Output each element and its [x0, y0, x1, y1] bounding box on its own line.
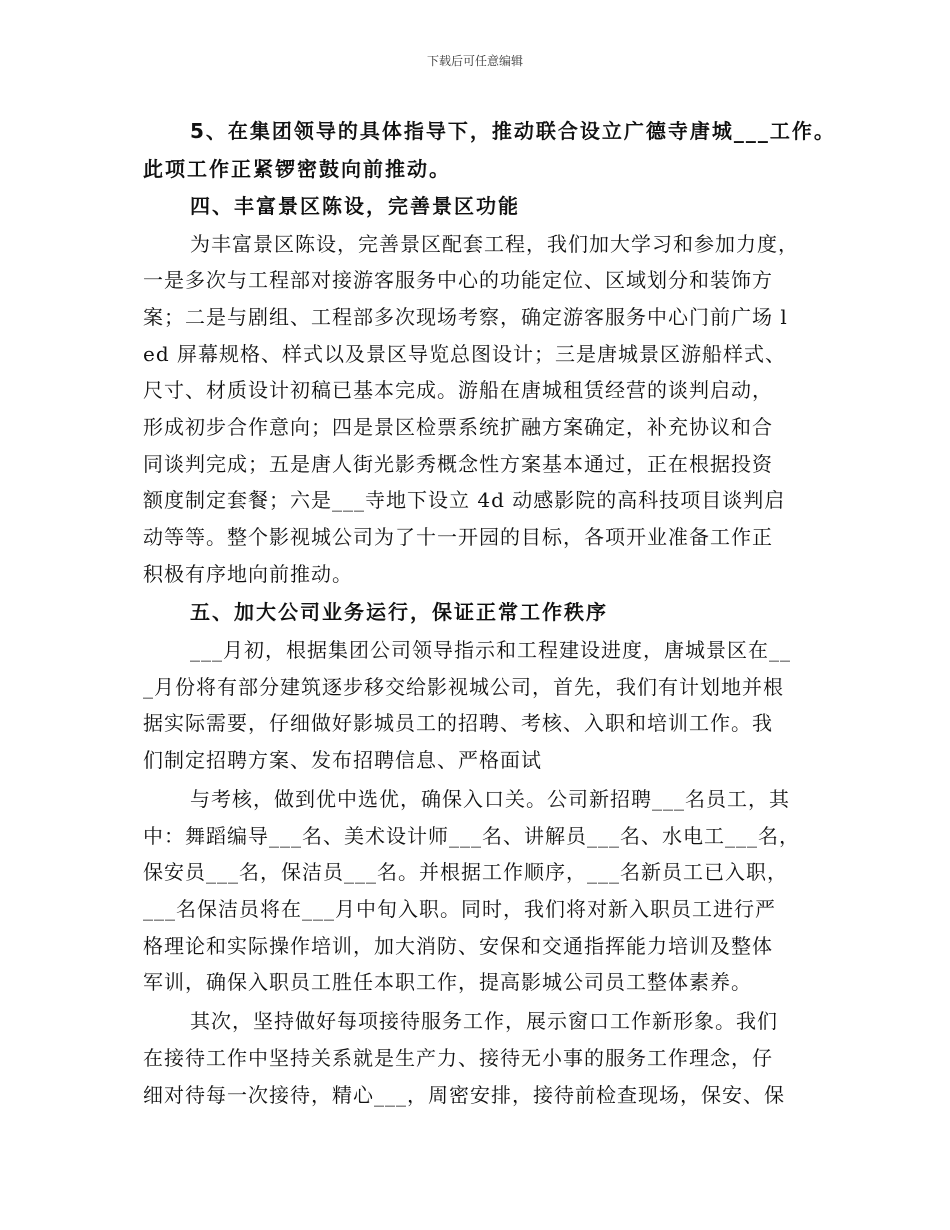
- body-line: 尺寸、材质设计初稿已基本完成。游船在唐城租赁经营的谈判启动，: [143, 378, 773, 402]
- page-header: 下载后可任意编辑: [426, 54, 523, 68]
- body-line: 积极有序地向前推动。: [143, 562, 353, 586]
- body-line: 保安员___名，保洁员___名。并根据工作顺序，___名新员工已入职，: [143, 860, 788, 884]
- body-line: 在接待工作中坚持关系就是生产力、接待无小事的服务工作理念，仔: [143, 1046, 773, 1070]
- section-5-heading: 五、加大公司业务运行，保证正常工作秩序: [190, 600, 608, 624]
- body-line: 其次，坚持做好每项接待服务工作，展示窗口工作新形象。我们: [190, 1009, 778, 1033]
- body-line: 一是多次与工程部对接游客服务中心的功能定位、区域划分和装饰方: [143, 268, 773, 292]
- body-line: 格理论和实际操作培训，加大消防、安保和交通指挥能力培训及整体: [143, 934, 773, 958]
- body-line: 额度制定套餐；六是___寺地下设立 4d 动感影院的高科技项目谈判启: [143, 488, 786, 512]
- body-line: ___月初，根据集团公司领导指示和工程建设进度，唐城景区在__: [190, 638, 791, 662]
- body-line: 案；二是与剧组、工程部多次现场考察，确定游客服务中心门前广场 l: [143, 305, 788, 329]
- body-line: 动等等。整个影视城公司为了十一开园的目标，各项开业准备工作正: [143, 525, 773, 549]
- body-line: 细对待每一次接待，精心___，周密安排，接待前检查现场，保安、保: [143, 1083, 785, 1107]
- paragraph-5-line-1: 5、在集团领导的具体指导下，推动联合设立广德寺唐城___工作。: [190, 119, 836, 143]
- body-line: ___名保洁员将在___月中旬入职。同时，我们将对新入职员工进行严: [143, 897, 776, 921]
- paragraph-5-line-2: 此项工作正紧锣密鼓向前推动。: [143, 157, 451, 181]
- body-line: 据实际需要，仔细做好影城员工的招聘、考核、入职和培训工作。我: [143, 711, 773, 735]
- body-line: 军训，确保入职员工胜任本职工作，提高影城公司员工整体素养。: [143, 970, 752, 994]
- body-line: _月份将有部分建筑逐步移交给影视城公司，首先，我们有计划地并根: [143, 675, 784, 699]
- body-line: 同谈判完成；五是唐人街光影秀概念性方案基本通过，正在根据投资: [143, 452, 773, 476]
- body-line: 与考核，做到优中选优，确保入口关。公司新招聘___名员工，其: [190, 787, 790, 811]
- body-line: ed 屏幕规格、样式以及景区导览总图设计；三是唐城景区游船样式、: [143, 342, 786, 366]
- body-line: 中：舞蹈编导___名、美术设计师___名、讲解员___名、水电工___名，: [143, 824, 800, 848]
- section-4-heading: 四、丰富景区陈设，完善景区功能: [190, 194, 520, 218]
- body-line: 形成初步合作意向；四是景区检票系统扩融方案确定，补充协议和合: [143, 415, 773, 439]
- body-line: 为丰富景区陈设，完善景区配套工程，我们加大学习和参加力度，: [190, 232, 799, 256]
- body-line: 们制定招聘方案、发布招聘信息、严格面试: [143, 748, 542, 772]
